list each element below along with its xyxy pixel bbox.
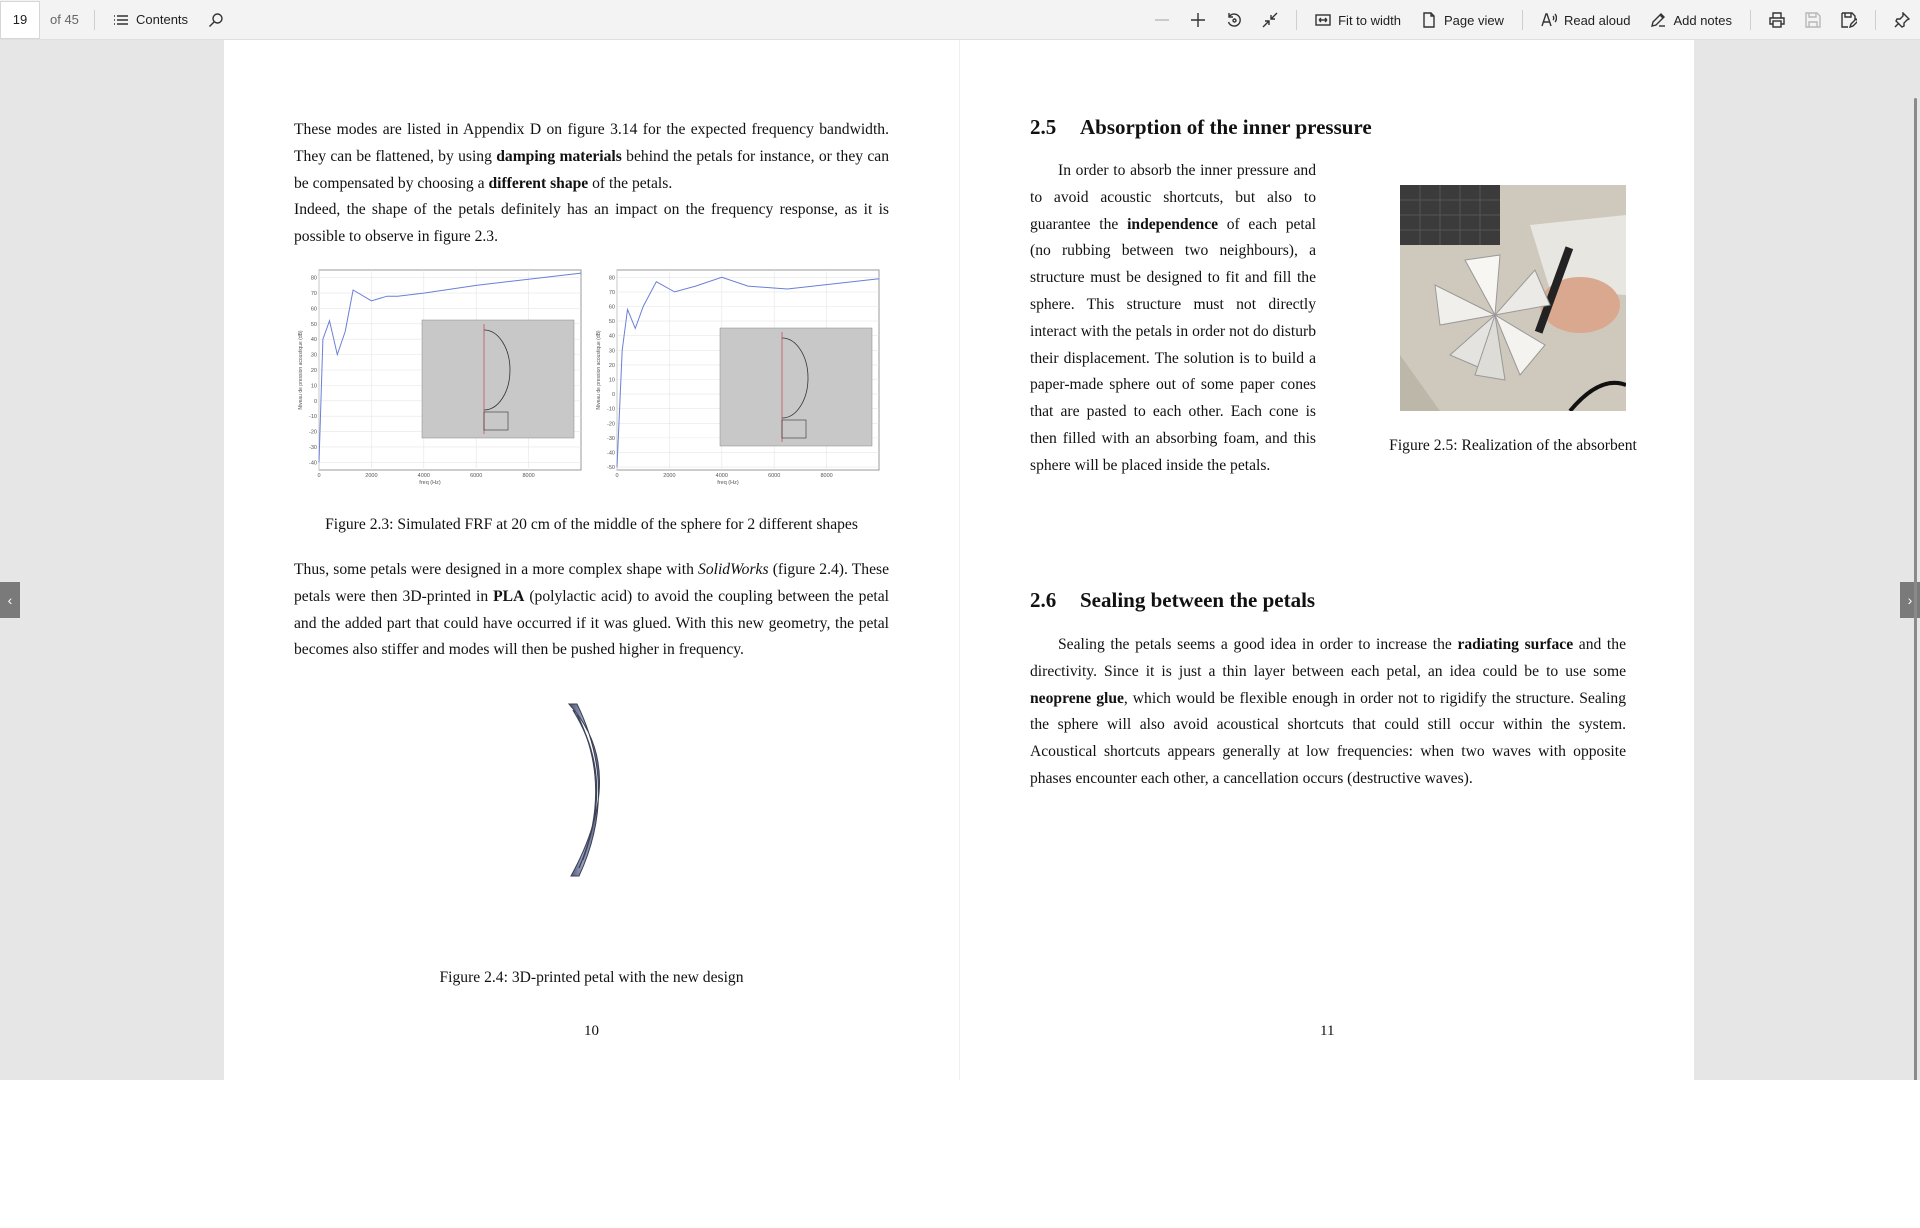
save-button[interactable]: [1795, 2, 1831, 38]
page-view-button[interactable]: [1411, 2, 1514, 38]
x-tick-label: 6000: [470, 473, 483, 479]
text-run: , which would be flexible enough in order not to rigidify the structure. Sealing the sphere will also avoid acoustical shortcuts that could still occur within the system. Acoustical shortcuts appears generally at low frequencies: when two waves with opposite phases encounter each other, a cancellation occurs (destructive waves).: [1030, 689, 1626, 787]
y-tick-label: 70: [608, 289, 615, 296]
inset-geometry-panel: [720, 328, 872, 446]
y-tick-label: 20: [310, 368, 317, 374]
toolbar-divider: [1296, 10, 1297, 30]
toolbar-divider: [1522, 10, 1523, 30]
toolbar: [0, 0, 1920, 40]
x-tick-label: 6000: [768, 473, 781, 479]
figure-2-4-caption: Figure 2.4: 3D-printed petal with the new design: [439, 969, 744, 986]
page-11: [959, 40, 1694, 1080]
frf-chart-2: [596, 270, 879, 486]
y-tick-label: -40: [309, 460, 317, 467]
chevron-right-icon: ›: [1907, 592, 1913, 608]
collapse-icon: [1262, 12, 1278, 28]
x-tick-label: 4000: [715, 473, 728, 479]
inset-geometry-panel: [422, 320, 574, 438]
save-as-button[interactable]: [1831, 2, 1867, 38]
bold-run: neoprene glue: [1030, 689, 1124, 707]
y-tick-label: -40: [607, 450, 615, 457]
figure-2-3-charts: [294, 268, 894, 498]
previous-page-button[interactable]: [0, 582, 20, 618]
zoom-out-button[interactable]: [1144, 2, 1180, 38]
y-tick-label: 10: [310, 383, 317, 390]
bold-run: PLA: [493, 587, 525, 605]
y-tick-label: 0: [313, 398, 317, 405]
y-tick-label: 60: [310, 306, 317, 313]
y-tick-label: 40: [608, 333, 615, 340]
figure-2-5-photo: [1400, 185, 1626, 411]
fit-to-width-label: Fit to width: [1338, 12, 1401, 28]
save-icon: [1805, 12, 1821, 28]
unpin-icon: [1894, 12, 1910, 28]
text-run: of each petal (no rubbing between two neighbours), a structure must be designed to fit and fill the sphere. This structure must not directly interact with the petals in order not do disturb their displacement. The solution is to build a paper-made sphere out of some paper cones that are pasted to each other. Each cone is then filled with an absorbing foam, and this sphere will be placed inside the petals.: [1030, 215, 1316, 474]
search-icon: [208, 12, 224, 28]
bold-run: damping materials: [496, 147, 622, 165]
page-number: 11: [1320, 1023, 1335, 1039]
zoom-in-button[interactable]: [1180, 2, 1216, 38]
toolbar-right: [1144, 0, 1920, 40]
x-tick-label: 2000: [365, 473, 378, 479]
rotate-button[interactable]: [1216, 2, 1252, 38]
chevron-left-icon: ‹: [7, 592, 13, 608]
page-view-label: Page view: [1443, 12, 1504, 28]
y-tick-label: -10: [309, 414, 317, 421]
bold-run: independence: [1127, 215, 1219, 233]
fit-to-width-button[interactable]: [1305, 2, 1411, 38]
paragraph-sealing: [1030, 632, 1626, 793]
page-total-label: of 45: [50, 12, 79, 27]
y-tick-label: -20: [309, 429, 317, 436]
read-aloud-button[interactable]: [1531, 2, 1641, 38]
y-axis-label: Niveau de pression acoustique (dB): [596, 330, 602, 410]
frf-chart-1: [298, 270, 581, 486]
text-run: These modes are listed in Appendix D on figure 3.14 for the expected frequency bandwidth. They can be flattened, by using: [294, 121, 889, 165]
paragraph-shape: Indeed, the shape of the petals definitely has an impact on the frequency response, as it is possible to observe in figure 2.3.: [294, 201, 889, 245]
y-axis-label: Niveau de pression acoustique (dB): [298, 330, 304, 410]
toolbar-divider: [1875, 10, 1876, 30]
page-number: 10: [584, 1023, 599, 1039]
x-tick-label: 8000: [820, 473, 833, 479]
bold-run: different shape: [488, 174, 589, 192]
add-notes-button[interactable]: [1640, 2, 1742, 38]
document-viewer[interactable]: [0, 40, 1920, 1080]
section-title: Absorption of the inner pressure: [1080, 115, 1372, 139]
contents-label: Contents: [136, 12, 189, 27]
text-run: Thus, some petals were designed in a more complex shape with: [294, 561, 699, 578]
text-run: Sealing the petals seems a good idea in order to increase the: [1058, 636, 1458, 653]
section-2-5-heading: [1030, 115, 1372, 140]
section-title: Sealing between the petals: [1080, 588, 1316, 612]
paragraph-absorption: [1030, 158, 1316, 480]
x-tick-label: 4000: [417, 473, 430, 479]
toolbar-divider: [1750, 10, 1751, 30]
x-axis-label: freq (Hz): [419, 480, 441, 486]
y-tick-label: 60: [608, 304, 615, 311]
x-axis-label: freq (Hz): [717, 480, 739, 486]
x-tick-label: 8000: [522, 473, 535, 479]
y-tick-label: 40: [310, 337, 317, 344]
text-run: behind the petals for instance, or they can be compensated by choosing a: [294, 147, 890, 192]
section-2-6-heading: [1030, 588, 1315, 613]
y-tick-label: 50: [310, 321, 317, 328]
text-run: (figure 2.4). These petals were then 3D-printed in: [294, 561, 890, 605]
contents-button[interactable]: [103, 2, 198, 38]
text-run: (polylactic acid) to avoid the coupling between the petal and the added part that could have occurred if it was glued. With this new geometry, the petal becomes also stiffer and modes will then be pushed higher in frequency.: [294, 587, 889, 659]
text-run: of the petals.: [588, 174, 673, 192]
figure-2-3-caption: Figure 2.3: Simulated FRF at 20 cm of the middle of the sphere for 2 different shapes: [325, 516, 858, 533]
y-tick-label: 80: [608, 275, 615, 282]
y-tick-label: 0: [611, 392, 615, 399]
y-tick-label: 30: [608, 348, 615, 355]
text-run: and the directivity. Since it is just a thin layer between each petal, an idea could be to use some: [1030, 636, 1626, 680]
fit-width-icon: [1315, 12, 1331, 28]
print-button[interactable]: [1759, 2, 1795, 38]
y-tick-label: -30: [607, 435, 615, 442]
list-icon: [113, 12, 129, 28]
plus-icon: [1190, 12, 1206, 28]
search-button[interactable]: [198, 2, 234, 38]
figure-2-5-caption: Figure 2.5: Realization of the absorbent: [1389, 437, 1637, 454]
y-tick-label: 70: [310, 291, 317, 298]
y-tick-label: -30: [309, 444, 317, 451]
add-notes-label: Add notes: [1673, 12, 1732, 28]
y-tick-label: 30: [310, 352, 317, 359]
empty-area: [0, 1080, 1920, 1228]
printer-icon: [1769, 12, 1785, 28]
read-aloud-label: Read aloud: [1563, 12, 1631, 28]
pin-button[interactable]: [1884, 2, 1920, 38]
pen-icon: [1650, 12, 1666, 28]
y-tick-label: 50: [608, 319, 615, 326]
y-tick-label: 80: [310, 275, 317, 282]
x-tick-label: 0: [317, 473, 321, 479]
save-as-icon: [1841, 12, 1857, 28]
x-tick-label: 0: [615, 473, 619, 479]
minus-icon: [1154, 12, 1170, 28]
page-10: [224, 40, 959, 1080]
y-tick-label: -20: [607, 421, 615, 428]
figure-2-4-petal-image: [559, 700, 629, 880]
x-tick-label: 2000: [663, 473, 676, 479]
paragraph-solidworks: [294, 557, 889, 664]
section-number: 2.5: [1030, 115, 1057, 139]
read-aloud-icon: [1541, 12, 1557, 28]
section-number: 2.6: [1030, 588, 1057, 612]
next-page-button[interactable]: [1900, 582, 1920, 618]
page-icon: [1421, 12, 1437, 28]
rotate-icon: [1226, 12, 1242, 28]
full-screen-button[interactable]: [1252, 2, 1288, 38]
paragraph-modes: [294, 117, 889, 197]
text-run: In order to absorb the inner pressure and to avoid acoustic shortcuts, but also to guarantee the: [1030, 162, 1316, 233]
vertical-scrollbar[interactable]: [1914, 98, 1917, 1104]
y-tick-label: 20: [608, 362, 615, 369]
bold-run: radiating surface: [1457, 636, 1574, 653]
y-tick-label: -10: [607, 406, 615, 413]
y-tick-label: -50: [607, 465, 615, 472]
page-number-input[interactable]: 19: [0, 1, 40, 39]
toolbar-divider: [94, 10, 95, 30]
italic-run: SolidWorks: [698, 561, 769, 578]
y-tick-label: 10: [608, 377, 615, 384]
